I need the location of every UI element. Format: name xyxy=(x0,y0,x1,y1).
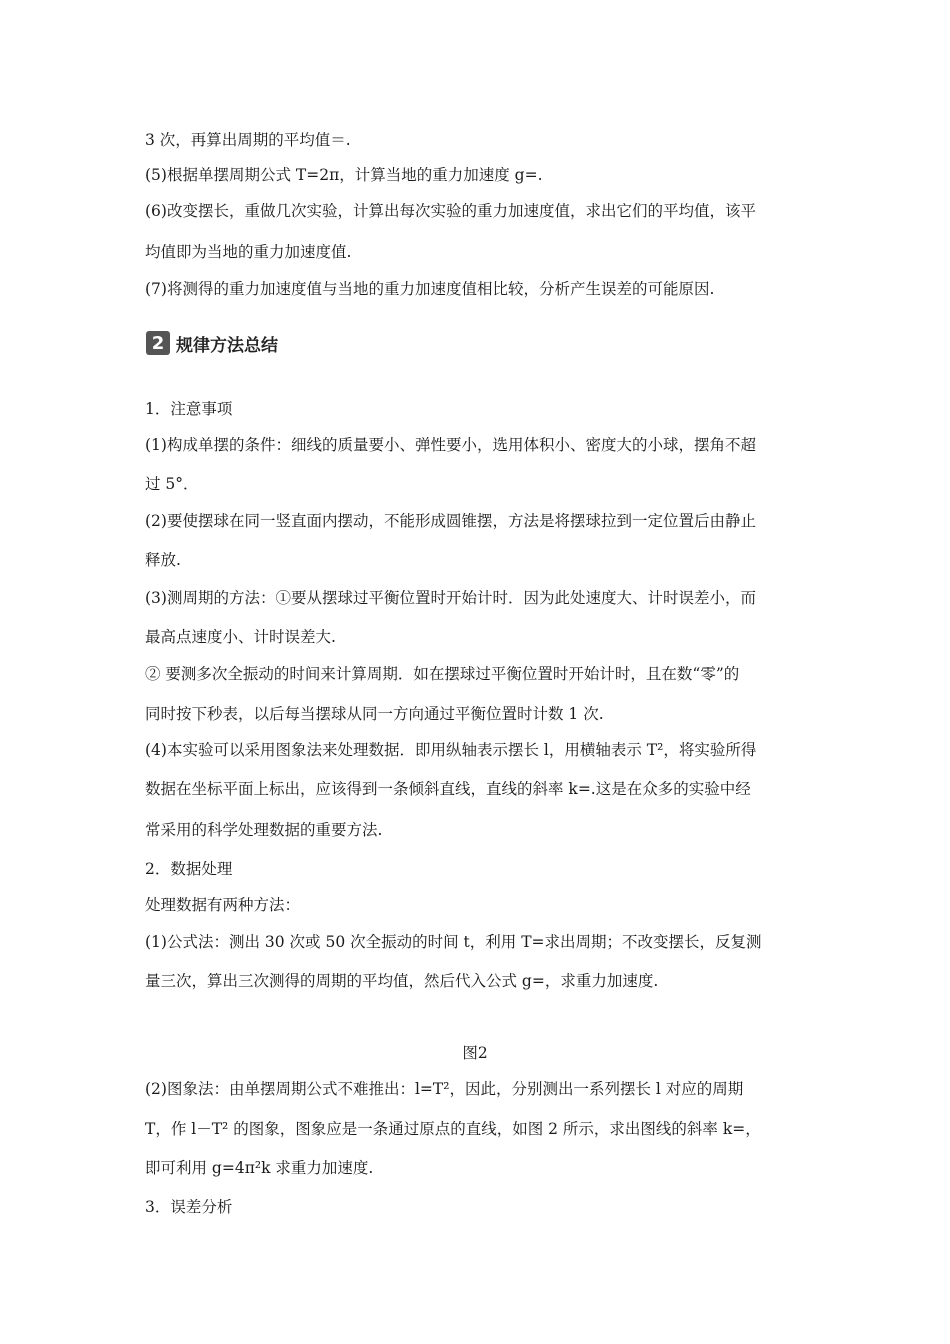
text-line: 数据在坐标平面上标出，应该得到一条倾斜直线，直线的斜率 k=.这是在众多的实验中经 xyxy=(145,780,751,798)
text-line: 最高点速度小、计时误差大. xyxy=(145,628,336,646)
text-line: 3 次，再算出周期的平均值＝. xyxy=(145,131,351,149)
text-line: (1)构成单摆的条件：细线的质量要小、弹性要小，选用体积小、密度大的小球，摆角不超 xyxy=(145,436,756,454)
text-line: (4)本实验可以采用图象法来处理数据．即用纵轴表示摆长 l，用横轴表示 T²，将实验所得 xyxy=(145,741,757,759)
text-line: 均值即为当地的重力加速度值. xyxy=(145,243,352,261)
text-line: (1)公式法：测出 30 次或 50 次全振动的时间 t，利用 T=求出周期；不改变摆长，反复测 xyxy=(145,933,762,951)
text-line: (3)测周期的方法：①要从摆球过平衡位置时开始计时．因为此处速度大、计时误差小，而 xyxy=(145,589,756,607)
section-number-badge: 2 xyxy=(146,331,170,355)
text-line: (7)将测得的重力加速度值与当地的重力加速度值相比较，分析产生误差的可能原因. xyxy=(145,280,715,298)
text-line: 量三次，算出三次测得的周期的平均值，然后代入公式 g=，求重力加速度. xyxy=(145,972,659,990)
section-title: 规律方法总结 xyxy=(176,335,278,356)
text-line: 常采用的科学处理数据的重要方法. xyxy=(145,821,383,839)
text-line: T，作 l－T² 的图象，图象应是一条通过原点的直线，如图 2 所示，求出图线的斜率 k=， xyxy=(145,1120,761,1138)
section-heading xyxy=(146,330,278,356)
text-line: (2)要使摆球在同一竖直面内摆动，不能形成圆锥摆，方法是将摆球拉到一定位置后由静止 xyxy=(145,512,756,530)
text-line: (5)根据单摆周期公式 T=2π，计算当地的重力加速度 g=. xyxy=(145,166,543,184)
text-line: ② 要测多次全振动的时间来计算周期．如在摆球过平衡位置时开始计时，且在数“零”的 xyxy=(145,665,740,683)
text-line: (2)图象法：由单摆周期公式不难推出：l=T²，因此，分别测出一系列摆长 l 对应的周期 xyxy=(145,1080,744,1098)
text-line: 3．误差分析 xyxy=(145,1198,233,1216)
text-line: 同时按下秒表，以后每当摆球从同一方向通过平衡位置时计数 1 次. xyxy=(145,705,604,723)
text-line: 处理数据有两种方法： xyxy=(145,896,301,914)
text-line: 释放. xyxy=(145,551,181,569)
figure-caption: 图2 xyxy=(462,1044,488,1062)
text-line: 1．注意事项 xyxy=(145,400,233,418)
text-line: 过 5°． xyxy=(145,475,199,493)
text-line: (6)改变摆长，重做几次实验，计算出每次实验的重力加速度值，求出它们的平均值，该平 xyxy=(145,202,756,220)
text-line: 即可利用 g=4π²k 求重力加速度. xyxy=(145,1159,374,1177)
text-line: 2．数据处理 xyxy=(145,860,233,878)
